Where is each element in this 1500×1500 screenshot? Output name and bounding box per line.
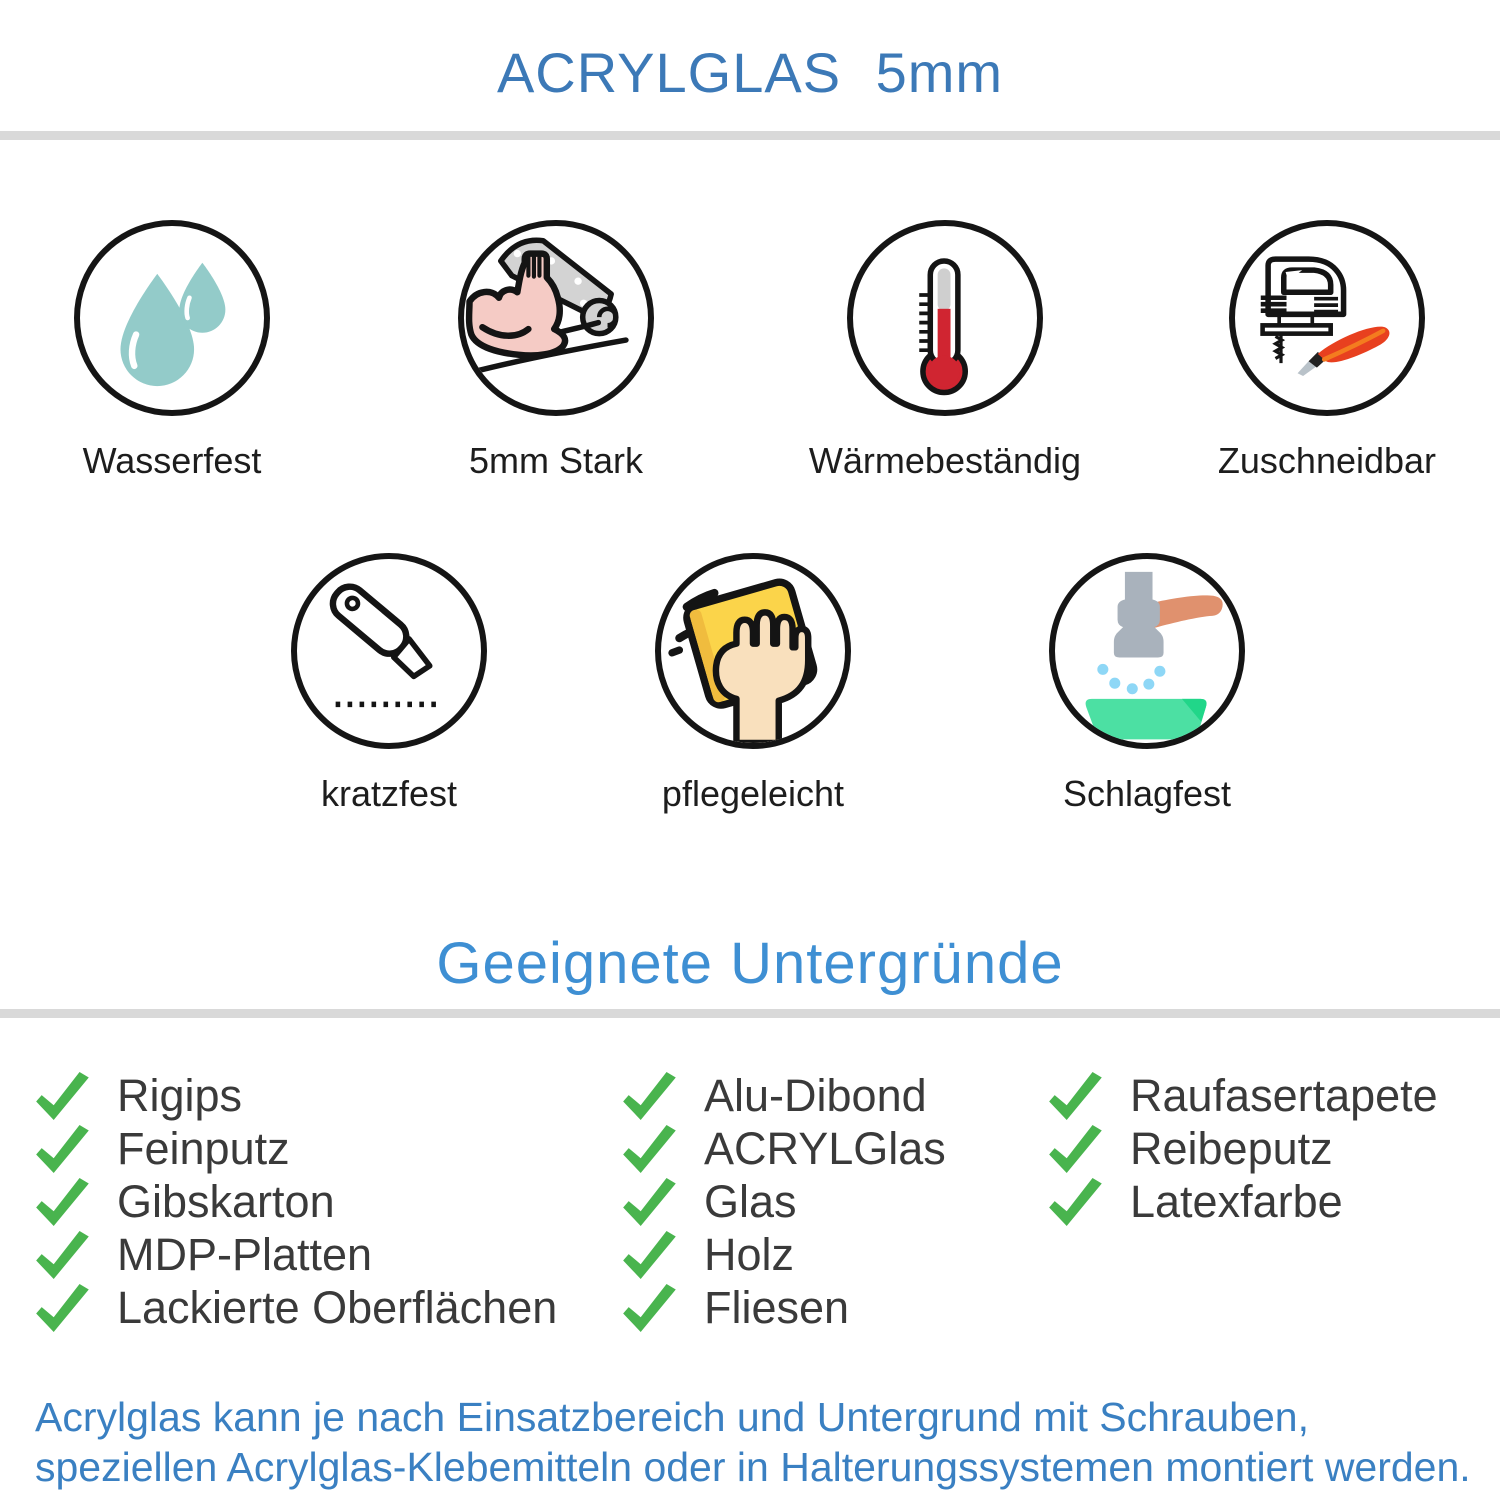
feature-label: Schlagfest (1062, 773, 1232, 814)
feature-wasserfest (2, 220, 342, 482)
section-title: Geeignete Untergründe (436, 931, 1064, 996)
list-item (33, 1070, 557, 1121)
list-item-label: Raufasertapete (1130, 1070, 1438, 1121)
check-icon (620, 1178, 678, 1226)
list-item-label: Latexfarbe (1130, 1176, 1343, 1227)
list-item-label: Glas (704, 1176, 797, 1227)
list-item (33, 1176, 557, 1227)
substrate-column-2 (620, 1070, 946, 1338)
check-icon (33, 1125, 91, 1173)
check-icon (1046, 1178, 1104, 1226)
feature-label: Wasserfest (82, 440, 262, 481)
check-icon (620, 1125, 678, 1173)
feature-kratzfest (219, 553, 559, 815)
feature-label: pflegeleicht (661, 773, 845, 814)
list-item (1046, 1176, 1438, 1227)
substrate-column-3 (1046, 1070, 1438, 1232)
check-icon (620, 1231, 678, 1279)
check-icon (620, 1072, 678, 1120)
list-item-label: Alu-Dibond (704, 1070, 927, 1121)
list-item-label: MDP-Platten (117, 1229, 373, 1280)
flexed-arm-icon (464, 226, 648, 410)
check-icon (33, 1231, 91, 1279)
divider-top (0, 131, 1500, 140)
feature-zuschneidbar (1157, 220, 1497, 482)
list-item (620, 1282, 946, 1333)
feature-pflegeleicht (583, 553, 923, 815)
check-icon (33, 1284, 91, 1332)
feature-label: kratzfest (320, 773, 458, 814)
list-item-label: ACRYLGlas (704, 1123, 946, 1174)
list-item (620, 1229, 946, 1280)
page-title: ACRYLGLAS 5mm (496, 41, 1004, 104)
check-icon (1046, 1125, 1104, 1173)
list-item (620, 1123, 946, 1174)
list-item-label: Feinputz (117, 1123, 290, 1174)
feature-5mm-stark (386, 220, 726, 482)
utility-knife-icon (297, 559, 481, 743)
feature-waermebestaendig (775, 220, 1115, 482)
hammer-icon (1055, 559, 1239, 743)
water-drops-icon (80, 226, 264, 410)
feature-label: 5mm Stark (468, 440, 644, 481)
check-icon (1046, 1072, 1104, 1120)
footer-note (35, 1392, 1471, 1492)
list-item-label: Lackierte Oberflächen (117, 1282, 558, 1333)
check-icon (33, 1072, 91, 1120)
list-item (33, 1229, 557, 1280)
list-item (1046, 1123, 1438, 1174)
check-icon (620, 1284, 678, 1332)
jigsaw-icon (1235, 226, 1419, 410)
thermometer-icon (853, 226, 1037, 410)
list-item (1046, 1070, 1438, 1121)
substrate-column-1 (33, 1070, 558, 1338)
footer-line-2: speziellen Acrylglas-Klebemitteln oder in Halterungssystemen montiert werden. (35, 1444, 1471, 1490)
feature-schlagfest (977, 553, 1317, 815)
cleaning-hand-icon (661, 559, 845, 743)
feature-label: Zuschneidbar (1217, 440, 1437, 481)
check-icon (33, 1178, 91, 1226)
footer-line-1: Acrylglas kann je nach Einsatzbereich und Untergrund mit Schrauben, (35, 1394, 1309, 1440)
list-item (620, 1176, 946, 1227)
list-item (620, 1070, 946, 1121)
divider-middle (0, 1009, 1500, 1018)
list-item-label: Reibeputz (1130, 1123, 1333, 1174)
list-item-label: Fliesen (704, 1282, 850, 1333)
list-item (33, 1123, 557, 1174)
list-item-label: Holz (704, 1229, 795, 1280)
list-item-label: Rigips (117, 1070, 243, 1121)
list-item (33, 1282, 558, 1333)
feature-label: Wärmebeständig (808, 440, 1082, 481)
list-item-label: Gibskarton (117, 1176, 335, 1227)
